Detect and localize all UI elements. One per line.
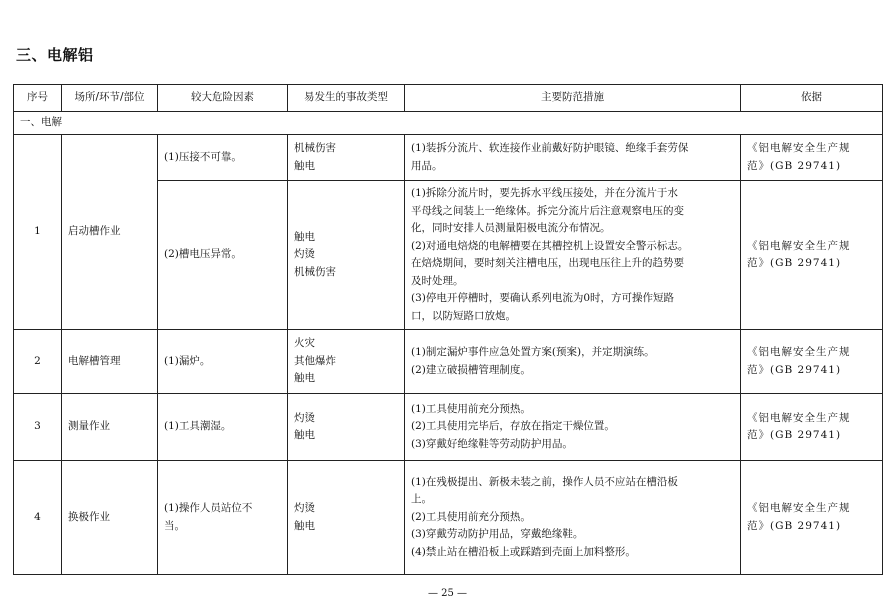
group-label: 一、电解 bbox=[14, 112, 883, 135]
row-place: 启动槽作业 bbox=[62, 135, 158, 330]
measure-line: (2)对通电焙烧的电解槽要在其槽控机上设置安全警示标志。 bbox=[411, 239, 689, 252]
measure-line: (2)建立破损槽管理制度。 bbox=[411, 363, 531, 376]
basis bbox=[741, 330, 883, 394]
accident-type: 其他爆炸 bbox=[294, 354, 336, 367]
basis-line: 《铝电解安全生产规 bbox=[747, 239, 851, 252]
basis bbox=[741, 135, 883, 181]
hazard-factor: (2)槽电压异常。 bbox=[158, 181, 288, 330]
measures bbox=[405, 330, 741, 394]
row-number: 2 bbox=[14, 330, 62, 394]
header-cell: 依据 bbox=[741, 85, 883, 112]
accident-type: 灼烫 bbox=[294, 502, 315, 514]
basis-line: 范》(GB 29741) bbox=[747, 257, 842, 269]
basis-line: 范》(GB 29741) bbox=[747, 159, 842, 172]
header-cell: 场所/环节/部位 bbox=[62, 85, 158, 112]
basis bbox=[741, 181, 883, 330]
header-cell: 序号 bbox=[14, 85, 62, 112]
accident-type: 触电 bbox=[294, 372, 315, 385]
row-number: 1 bbox=[14, 135, 62, 330]
accident-types bbox=[288, 135, 405, 181]
hazard-factor bbox=[158, 461, 288, 575]
hazard-factor-line: 当。 bbox=[164, 519, 185, 532]
measure-line: (1)工具使用前充分预热。 bbox=[411, 402, 531, 415]
measure-line: 平母线之间装上一绝缘体。拆完分流片后注意观察电压的变 bbox=[411, 204, 684, 217]
hazard-factor: (1)漏炉。 bbox=[158, 330, 288, 394]
measure-line: (3)穿戴好绝缘鞋等劳动防护用品。 bbox=[411, 437, 573, 450]
measure-line: (3)穿戴劳动防护用品，穿戴绝缘鞋。 bbox=[411, 528, 584, 541]
basis-line: 《铝电解安全生产规 bbox=[747, 346, 851, 358]
table-row bbox=[14, 135, 883, 181]
basis-line: 范》(GB 29741) bbox=[747, 429, 842, 441]
measure-line: (1)拆除分流片时，要先拆水平线压接处，并在分流片于水 bbox=[411, 187, 678, 199]
table-row bbox=[14, 394, 883, 461]
basis-line: 《铝电解安全生产规 bbox=[747, 411, 851, 424]
measures bbox=[405, 461, 741, 575]
measure-line: (1)装拆分流片、软连接作业前戴好防护眼镜、绝缘手套劳保 bbox=[411, 142, 689, 154]
accident-type: 触电 bbox=[294, 230, 315, 243]
row-place: 测量作业 bbox=[62, 394, 158, 461]
basis bbox=[741, 394, 883, 461]
measure-line: (2)工具使用前充分预热。 bbox=[411, 510, 531, 523]
accident-type: 火灾 bbox=[294, 337, 315, 350]
accident-types bbox=[288, 461, 405, 575]
measure-line: (3)停电开停槽时，要确认系列电流为0时，方可操作短路 bbox=[411, 292, 675, 304]
accident-types bbox=[288, 394, 405, 461]
header-cell: 易发生的事故类型 bbox=[288, 85, 405, 112]
row-number: 4 bbox=[14, 461, 62, 575]
measure-line: 用品。 bbox=[411, 159, 443, 172]
measures bbox=[405, 135, 741, 181]
measures bbox=[405, 181, 741, 330]
basis-line: 《铝电解安全生产规 bbox=[747, 502, 851, 514]
measure-line: (2)工具使用完毕后，存放在指定干燥位置。 bbox=[411, 420, 615, 433]
hazard-factor-line: (1)操作人员站位不 bbox=[164, 502, 253, 514]
basis-line: 《铝电解安全生产规 bbox=[747, 142, 851, 154]
header-cell: 较大危险因素 bbox=[158, 85, 288, 112]
measure-line: (1)制定漏炉事件应急处置方案(预案)，并定期演练。 bbox=[411, 346, 655, 358]
measure-line: (1)在残极提出、新极未装之前，操作人员不应站在槽沿板 bbox=[411, 475, 678, 488]
accident-type: 触电 bbox=[294, 519, 315, 532]
accident-types bbox=[288, 181, 405, 330]
table-row bbox=[14, 330, 883, 394]
row-place: 换极作业 bbox=[62, 461, 158, 575]
measure-line: (4)禁止站在槽沿板上或踩踏到壳面上加料整形。 bbox=[411, 545, 636, 558]
accident-types bbox=[288, 330, 405, 394]
measure-line: 及时处理。 bbox=[411, 274, 464, 287]
accident-type: 机械伤害 bbox=[294, 142, 336, 154]
hazard-table bbox=[13, 84, 883, 575]
hazard-factor: (1)工具潮湿。 bbox=[158, 394, 288, 461]
accident-type: 触电 bbox=[294, 429, 315, 441]
basis-line: 范》(GB 29741) bbox=[747, 519, 842, 532]
header-cell: 主要防范措施 bbox=[405, 85, 741, 112]
measure-line: 上。 bbox=[411, 493, 432, 506]
accident-type: 机械伤害 bbox=[294, 265, 336, 278]
measure-line: 在焙烧期间，要时刻关注槽电压，出现电压往上升的趋势要 bbox=[411, 257, 684, 269]
row-place: 电解槽管理 bbox=[62, 330, 158, 394]
basis bbox=[741, 461, 883, 575]
page-number: — 25 — bbox=[427, 588, 468, 599]
group-row bbox=[14, 112, 883, 135]
measure-line: 化，同时安排人员测量阳极电流分布情况。 bbox=[411, 222, 611, 234]
accident-type: 灼烫 bbox=[294, 248, 315, 261]
accident-type: 灼烫 bbox=[294, 411, 315, 424]
header-row bbox=[14, 85, 883, 112]
hazard-factor: (1)压接不可靠。 bbox=[158, 135, 288, 181]
row-number: 3 bbox=[14, 394, 62, 461]
accident-type: 触电 bbox=[294, 159, 315, 172]
basis-line: 范》(GB 29741) bbox=[747, 363, 842, 376]
table-row bbox=[14, 461, 883, 575]
section-title: 三、电解铝 bbox=[16, 46, 94, 64]
measure-line: 口，以防短路口放炮。 bbox=[411, 309, 516, 322]
measures bbox=[405, 394, 741, 461]
